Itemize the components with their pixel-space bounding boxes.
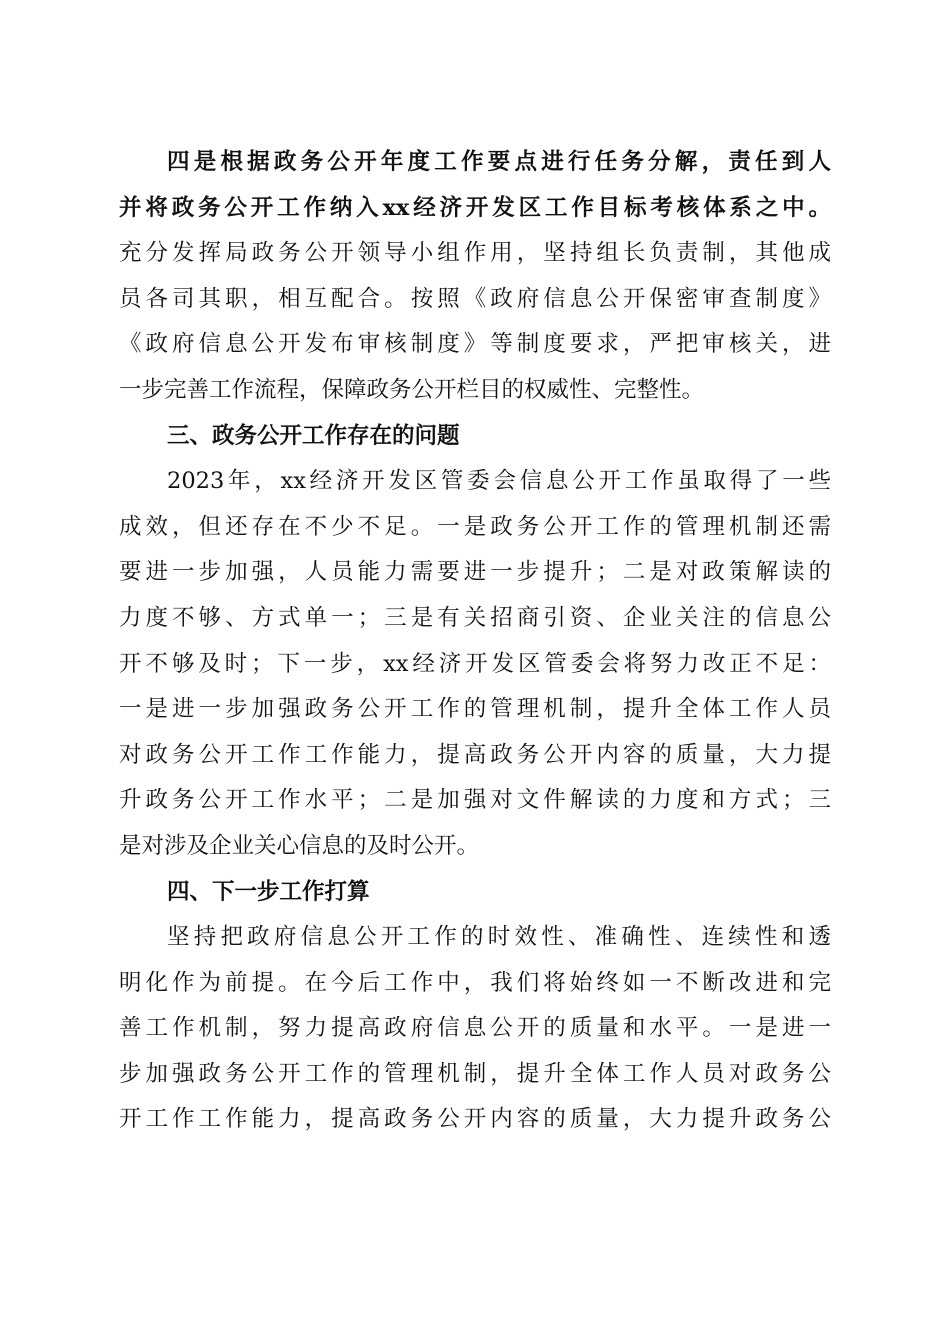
text-line: 力度不够、方式单一；三是有关招商引资、企业关注的信息公: [119, 604, 831, 631]
text-line: 升政务公开工作水平；二是加强对文件解读的力度和方式；三: [119, 787, 831, 814]
text-line: 明化作为前提。在今后工作中，我们将始终如一不断改进和完: [119, 969, 831, 996]
text-line: 善工作机制，努力提高政府信息公开的质量和水平。一是进一: [119, 1015, 831, 1042]
text-line: 一步完善工作流程，保障政务公开栏目的权威性、完整性。: [119, 376, 705, 403]
text-line: 开工作工作能力，提高政务公开内容的质量，大力提升政务公: [119, 1106, 831, 1133]
text-line: 坚持把政府信息公开工作的时效性、准确性、连续性和透: [167, 924, 831, 951]
paragraph-task-breakdown: [119, 140, 831, 414]
text-line: 员各司其职，相互配合。按照《政府信息公开保密审查制度》: [119, 285, 831, 312]
text-line: 2023年，xx经济开发区管委会信息公开工作虽取得了一些: [167, 468, 831, 495]
text-line: 《政府信息公开发布审核制度》等制度要求，严把审核关，进: [119, 331, 831, 358]
text-line: 对政务公开工作工作能力，提高政务公开内容的质量，大力提: [119, 741, 831, 768]
text-line: 是对涉及企业关心信息的及时公开。: [119, 832, 480, 859]
paragraph-next-steps: [119, 915, 831, 1143]
section-heading-problems: 三、政务公开工作存在的问题: [167, 422, 460, 449]
text-line: 四是根据政务公开年度工作要点进行任务分解，责任到人: [167, 149, 831, 175]
text-line: 成效，但还存在不少不足。一是政务公开工作的管理机制还需: [119, 513, 831, 540]
text-line: 步加强政务公开工作的管理机制，提升全体工作人员对政务公: [119, 1060, 831, 1087]
document-page: [119, 140, 831, 1143]
text-line: 并将政务公开工作纳入xx经济开发区工作目标考核体系之中。: [119, 194, 831, 221]
text-line: 开不够及时；下一步，xx经济开发区管委会将努力改正不足：: [119, 650, 831, 677]
text-line: 要进一步加强，人员能力需要进一步提升；二是对政策解读的: [119, 559, 831, 586]
paragraph-problems: [119, 459, 831, 869]
text-line: 一是进一步加强政务公开工作的管理机制，提升全体工作人员: [119, 696, 831, 723]
section-heading-next-steps: 四、下一步工作打算: [167, 878, 370, 905]
text-line: 充分发挥局政务公开领导小组作用，坚持组长负责制，其他成: [119, 240, 831, 267]
